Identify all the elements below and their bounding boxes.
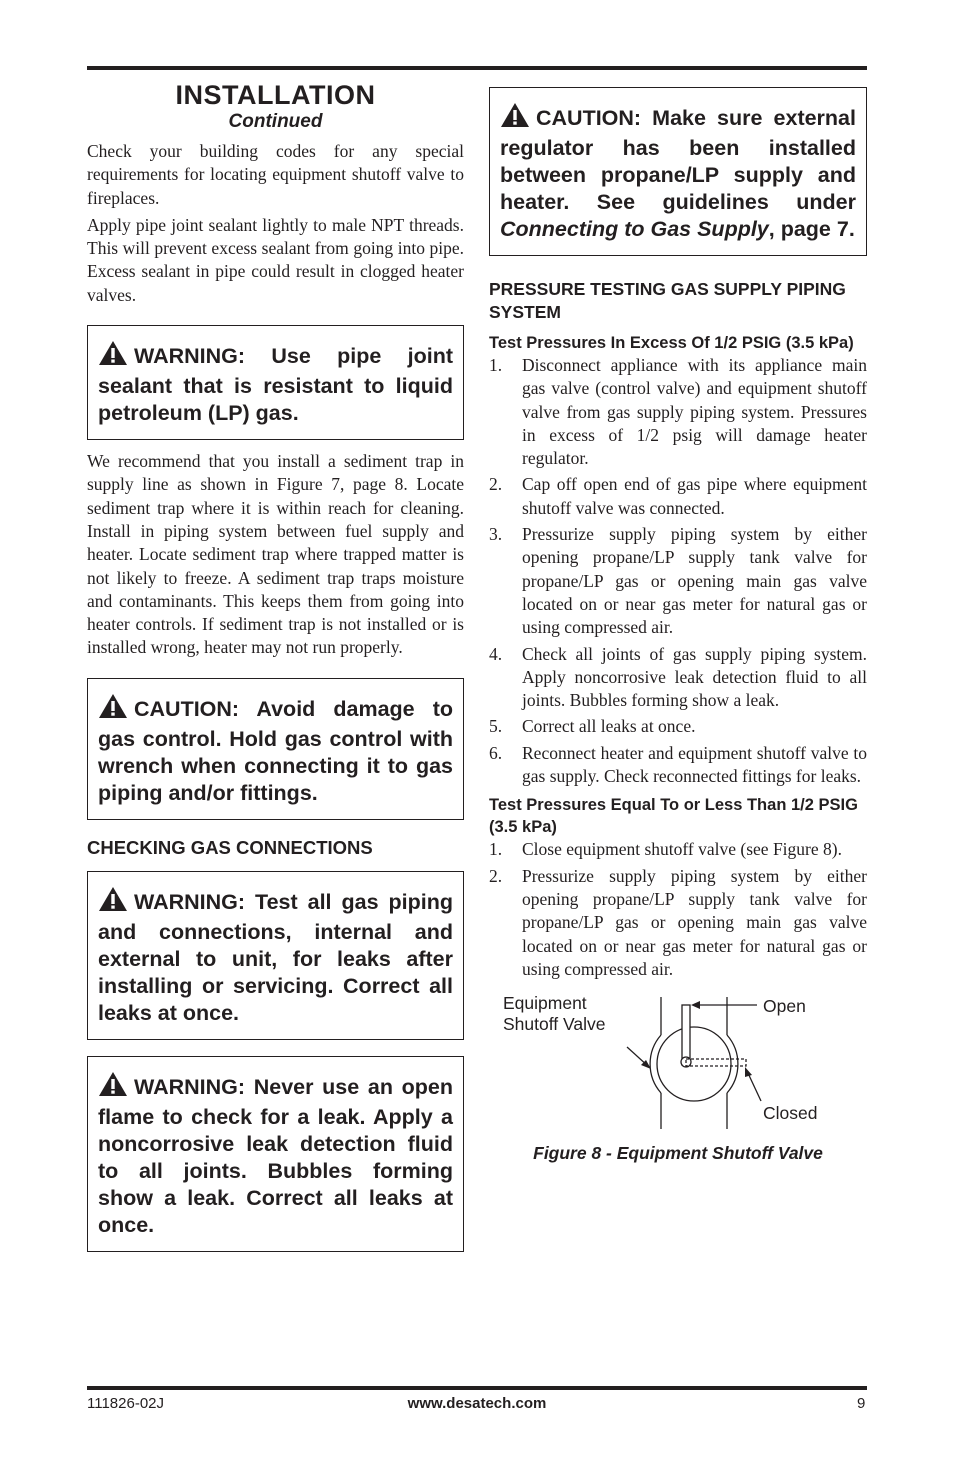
step-number: 5. — [489, 716, 503, 737]
step-number: 1. — [489, 355, 503, 375]
step-text: Close equipment shutoff valve (see Figure 8). — [522, 839, 842, 860]
step-number: 3. — [489, 524, 503, 545]
warning-triangle-icon — [98, 886, 128, 919]
step-number: 2. — [489, 865, 503, 886]
warning-box-open-flame — [87, 1056, 464, 1252]
step-number: 1. — [489, 839, 503, 860]
heading-checking-gas-connections: CHECKING GAS CONNECTIONS — [87, 836, 373, 858]
step-text: Check all joints of gas supply piping system. Apply noncorrosive leak detection fluid to all joints. Bubbles forming show a leak. — [522, 643, 867, 711]
caution-box-regulator — [489, 87, 867, 256]
step-text: Cap off open end of gas pipe where equipment shutoff valve was connected. — [522, 474, 867, 518]
step-text: Pressurize supply piping system by either opening propane/LP supply tank valve for propane/LP gas or opening main gas valve located on or near gas meter for natural gas or using compressed air. — [522, 524, 867, 638]
section-title: INSTALLATION — [175, 80, 376, 110]
warning-text-open-flame: WARNING: Never use an open flame to check for a leak. Apply a noncorrosive leak detection fluid to all joints. Bubbles forming show a leak. Correct all leaks at once. — [98, 1074, 453, 1237]
step-text: Reconnect heater and equipment shutoff valve to gas supply. Check reconnected fittings for leaks. — [522, 742, 867, 787]
warning-triangle-icon — [98, 340, 128, 373]
warning-triangle-icon — [98, 1071, 128, 1104]
warning-triangle-icon — [500, 102, 530, 135]
bottom-rule — [87, 1386, 867, 1390]
left-column — [87, 80, 464, 1252]
list-item — [489, 643, 867, 713]
footer-website: www.desatech.com — [407, 1395, 547, 1412]
label-open: Open — [763, 996, 806, 1017]
list-item — [489, 742, 867, 789]
list-item — [489, 473, 867, 520]
step-text: Disconnect appliance with its appliance main gas valve (control valve) and equipment shutoff valve from gas supply piping system. Pressures in excess of 1/2 psig will damage heater regulator. — [522, 355, 867, 469]
section-subtitle: Continued — [228, 111, 323, 132]
step-number: 2. — [489, 474, 503, 495]
right-column — [489, 80, 867, 1179]
caution-box-gas-control — [87, 678, 464, 820]
warning-text-sealant: WARNING: Use pipe joint sealant that is resistant to liquid petroleum (LP) gas. — [98, 344, 453, 426]
list-item — [489, 838, 867, 861]
list-item — [489, 865, 867, 981]
list-item — [489, 715, 867, 738]
figure-caption: Figure 8 - Equipment Shutoff Valve — [533, 1143, 823, 1164]
caution-text-regulator-end: , page 7. — [768, 217, 855, 241]
caution-text-regulator-link: Connecting to Gas Supply — [500, 217, 769, 241]
label-equipment: Equipment — [503, 993, 587, 1014]
label-shutoff-valve: Shutoff Valve — [503, 1014, 606, 1035]
warning-triangle-icon — [98, 693, 128, 726]
heading-pressure-testing: PRESSURE TESTING GAS SUPPLY PIPING SYSTEM — [489, 279, 846, 322]
warning-box-test-piping — [87, 871, 464, 1040]
figure-shutoff-valve — [489, 989, 867, 1179]
list-item — [489, 523, 867, 639]
caution-text-gas-control: CAUTION: Avoid damage to gas control. Hold gas control with wrench when connecting it to gas piping and/or fittings. — [98, 696, 453, 805]
paragraph-sediment-trap: We recommend that you install a sediment trap in supply line as shown in Figure 7, page 8. Locate sediment trap where it is within reach for cleaning. Install in piping system between fuel supply and heater. Locate sediment trap where trapped matter is not likely to freeze. A sediment trap traps moisture and contaminants. This keeps them from going into heater controls. If sediment trap is not installed or is installed wrong, heater may not run properly. — [87, 451, 464, 658]
warning-text-test-piping: WARNING: Test all gas piping and connections, internal and external to unit, for leaks after installing or servicing. Correct all leaks at once. — [98, 889, 453, 1025]
footer-page-number: 9 — [857, 1395, 866, 1412]
list-item — [489, 354, 867, 470]
subheading-excess-pressure: Test Pressures In Excess Of 1/2 PSIG (3.5 kPa) — [489, 334, 854, 352]
step-number: 4. — [489, 643, 503, 664]
footer-part-number: 111826-02J — [87, 1395, 165, 1412]
warning-box-sealant — [87, 325, 464, 440]
label-closed: Closed — [763, 1103, 818, 1124]
top-rule — [87, 66, 867, 70]
paragraph-building-codes: Check your building codes for any special requirements for locating equipment shutoff valve to fireplaces. — [87, 141, 464, 208]
subheading-low-pressure: Test Pressures Equal To or Less Than 1/2 PSIG (3.5 kPa) — [489, 796, 858, 837]
step-text: Correct all leaks at once. — [522, 716, 696, 737]
paragraph-pipe-sealant: Apply pipe joint sealant lightly to male NPT threads. This will prevent excess sealant from going into pipe. Excess sealant in pipe could result in clogged heater valves. — [87, 214, 464, 305]
steps-low-pressure — [489, 838, 867, 981]
caution-text-regulator: CAUTION: Make sure external regulator has been installed between propane/LP supply and heater. See guidelines under — [500, 106, 856, 214]
steps-excess-pressure — [489, 354, 867, 788]
step-text: Pressurize supply piping system by either opening propane/LP supply tank valve for propane/LP gas or opening main gas valve located on or near gas meter for natural gas or using compressed air. — [522, 865, 867, 979]
step-number: 6. — [489, 742, 503, 763]
